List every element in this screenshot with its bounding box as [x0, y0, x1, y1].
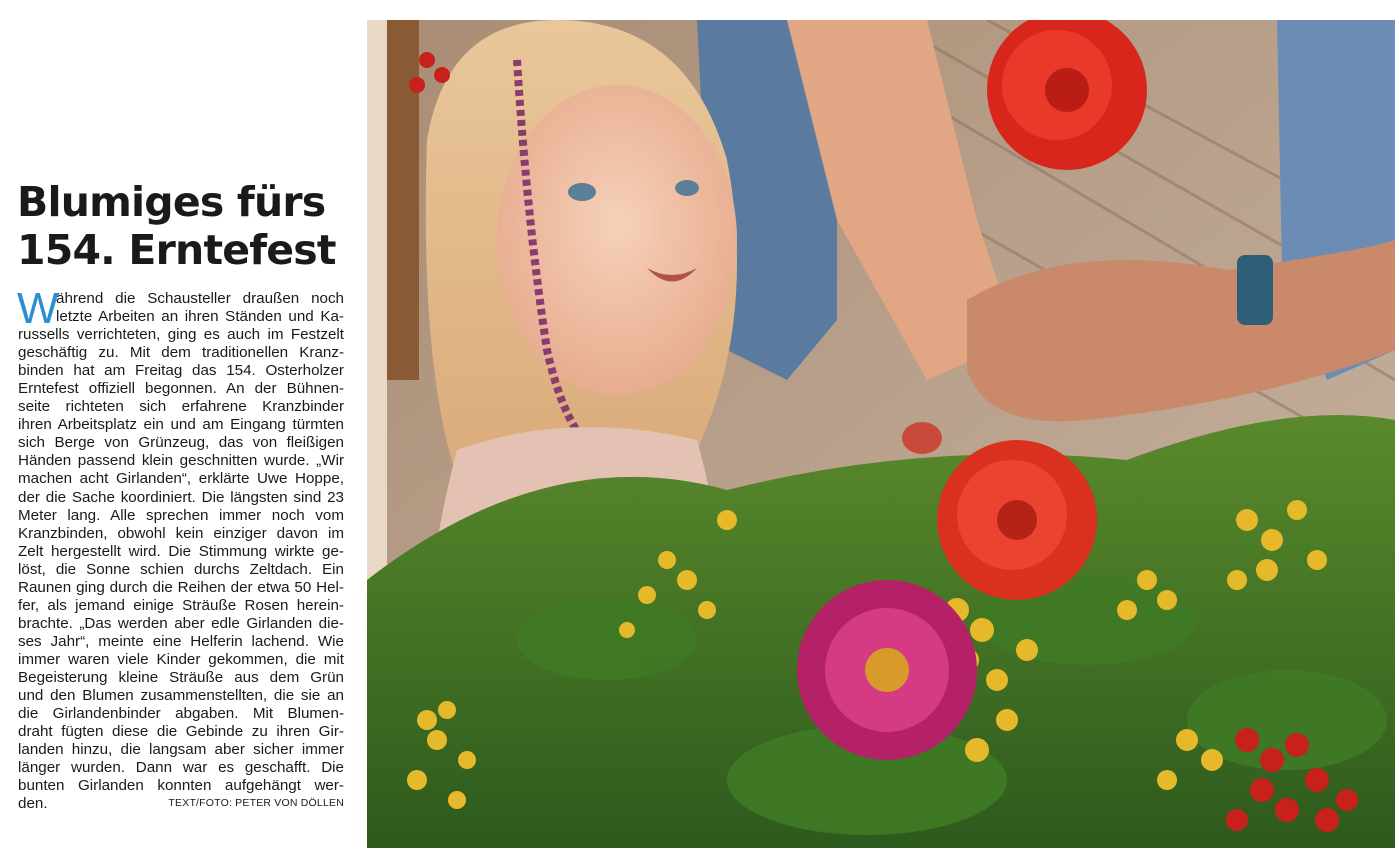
body-line: Zelt hergestellt wird. Die Stimmung wirkte ge- [18, 542, 344, 560]
wooden-post [387, 20, 419, 380]
body-line: Meter lang. Alle sprechen immer noch vom [18, 506, 344, 524]
body-line: die Girlandenbinder abgaben. Mit Blumen- [18, 705, 344, 723]
body-line: Raunen ging durch die Reihen der etwa 50 Hel- [18, 578, 344, 596]
body-line: Kranzbinden, obwohl kein einziger davon im [18, 524, 344, 542]
body-line: länger wurden. Dann war es geschafft. Die [18, 759, 344, 777]
body-line: brachte. „Das werden aber edle Girlanden die- [18, 614, 344, 632]
rosebud [902, 422, 942, 454]
article-body [17, 284, 344, 813]
headline-line-2: 154. Erntefest [17, 226, 336, 274]
article-headline [17, 178, 357, 274]
body-line: Erntefest offiziell begonnen. An der Bühnen- [18, 380, 344, 398]
article-photo [367, 20, 1395, 848]
headline-line-1: Blumiges fürs [17, 178, 326, 226]
body-line: Begeisterung kleine Sträuße aus dem Grün [18, 668, 344, 686]
body-line: binden hat am Freitag das 154. Osterholzer [18, 362, 344, 380]
body-line: sich Berge von Grünzeug, das von fleißigen [18, 434, 344, 452]
body-line: fer, als jemand einige Sträuße Rosen herein- [18, 596, 344, 614]
body-line: letzte Arbeiten an ihren Ständen und Ka- [56, 308, 344, 326]
body-line: machen acht Girlanden“, erklärte Uwe Hoppe, [18, 470, 344, 488]
body-line: den. [18, 795, 48, 813]
body-line: bunten Girlanden konnten aufgehängt wer- [18, 777, 344, 795]
body-line: der die Sache koordiniert. Die längsten sind 23 [18, 488, 344, 506]
body-line: seite richteten sich erfahrene Kranzbinder [18, 398, 344, 416]
body-line: draht fügten diese die Gebinde zu ihren Gir- [18, 723, 344, 741]
body-line: russells verrichteten, ging es auch im Festzelt [18, 326, 344, 344]
drop-cap: W [17, 284, 59, 333]
wristwatch [1237, 255, 1273, 325]
body-line: landen hinzu, die langsam aber sicher immer [18, 741, 344, 759]
body-line: löst, die Sonne schien durchs Zeltdach. Ein [18, 560, 344, 578]
photo-illustration [367, 20, 1395, 848]
body-line: ihren Arbeitsplatz ein und am Eingang türmten [18, 416, 344, 434]
pink-dahlia [797, 580, 977, 760]
photo-credit: TEXT/FOTO: PETER VON DÖLLEN [168, 797, 344, 810]
red-dahlia-center [937, 440, 1097, 600]
body-line: immer waren viele Kinder gekommen, die mit [18, 650, 344, 668]
body-line: Händen passend klein geschnitten wurde. „Wir [18, 452, 344, 470]
body-line: und den Blumen zusammenstellten, die sie an [18, 687, 344, 705]
body-line: ährend die Schausteller draußen noch [56, 290, 344, 307]
body-line: ses Jahr“, meinte eine Helferin lachend. Wie [18, 632, 344, 650]
body-line: geschäftig zu. Mit dem traditionellen Kranz- [18, 344, 344, 362]
